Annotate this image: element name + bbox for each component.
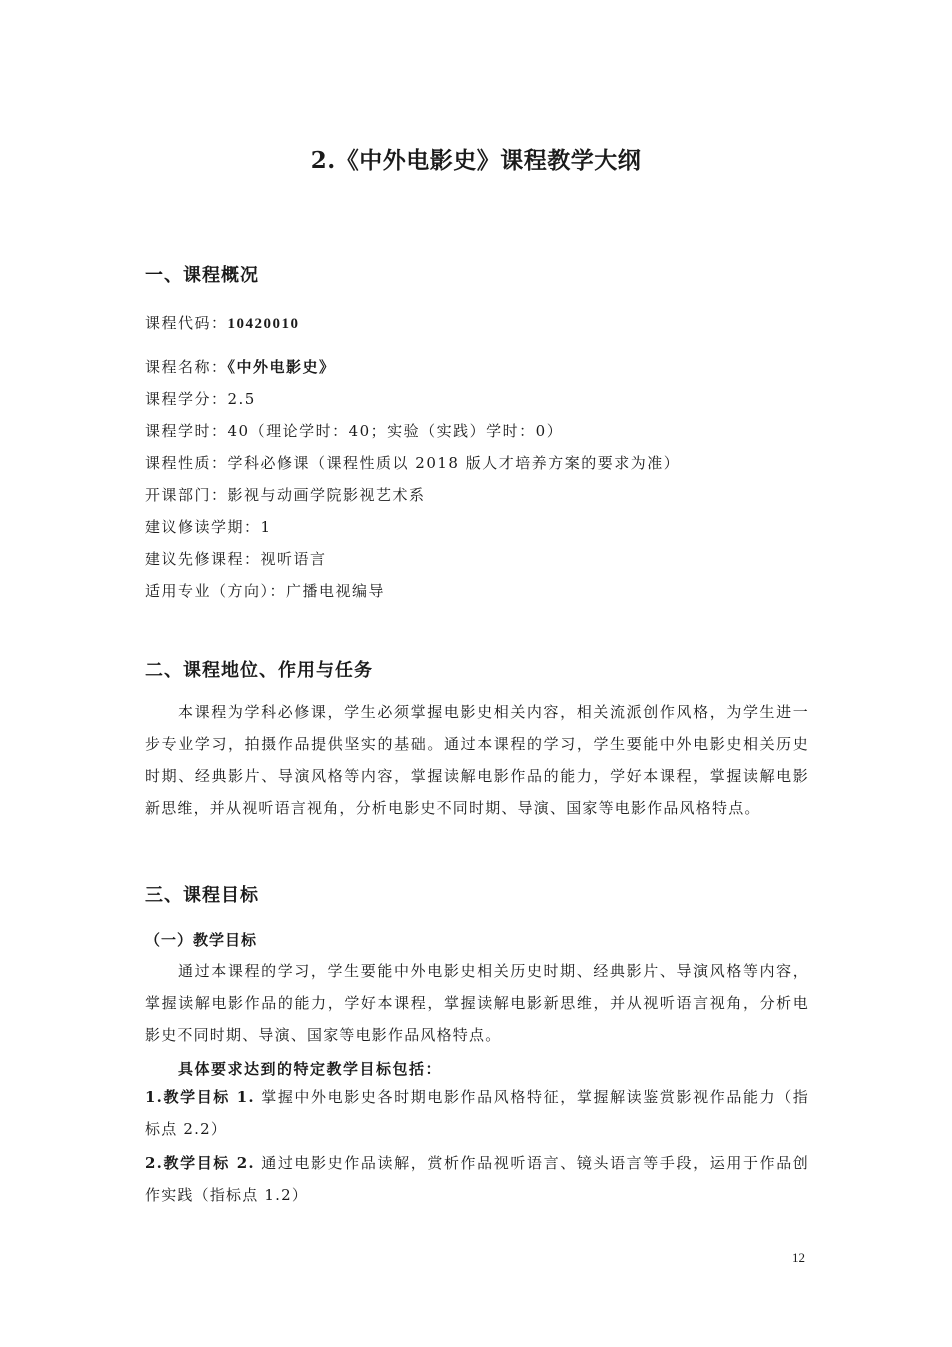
section-heading-role: 二、课程地位、作用与任务 xyxy=(145,660,373,681)
section-heading-overview: 一、课程概况 xyxy=(145,265,259,286)
course-hours: 课程学时：40（理论学时：40；实验（实践）学时：0） xyxy=(145,422,564,440)
course-semester: 建议修读学期：1 xyxy=(145,518,272,536)
goal-1-text: 掌握中外电影史各时期电影作品风格特征，掌握解读鉴赏影视作品能力（指标点 2.2） xyxy=(145,1088,810,1138)
course-name-line xyxy=(145,356,336,377)
course-major: 适用专业（方向）：广播电视编导 xyxy=(145,582,386,600)
section-role-body: 本课程为学科必修课，学生必须掌握电影史相关内容，相关流派创作风格，为学生进一步专业学习，拍摄作品提供坚实的基础。通过本课程的学习，学生要能中外电影史相关历史时期、经典影片、导演风格等内容，掌握读解电影作品的能力，学好本课程，掌握读解电影新思维，并从视听语言视角，分析电影史不同时期、导演、国家等电影作品风格特点。 xyxy=(145,703,809,817)
course-department: 开课部门：影视与动画学院影视艺术系 xyxy=(145,486,426,504)
goal-2-text: 通过电影史作品读解，赏析作品视听语言、镜头语言等手段，运用于作品创作实践（指标点 1.2） xyxy=(145,1154,810,1204)
course-code-line xyxy=(145,312,300,333)
page-title: 2.《中外电影史》课程教学大纲 xyxy=(310,147,642,174)
teaching-goals-body: 通过本课程的学习，学生要能中外电影史相关历史时期、经典影片、导演风格等内容，掌握读解电影作品的能力，学好本课程，掌握读解电影新思维，并从视听语言视角，分析电影史不同时期、导演、国家等电影作品风格特点。 xyxy=(145,962,809,1044)
goal-2-label: 2.教学目标 2. xyxy=(145,1154,255,1172)
course-credits: 课程学分：2.5 xyxy=(145,390,256,408)
goal-2 xyxy=(145,1147,809,1211)
page-number: 12 xyxy=(792,1250,805,1265)
course-name-label: 课程名称： xyxy=(145,358,228,376)
course-name-value: 《中外电影史》 xyxy=(227,358,336,376)
goals-intro: 具体要求达到的特定教学目标包括： xyxy=(178,1060,443,1078)
sub-heading-teaching-goals: （一）教学目标 xyxy=(145,931,258,949)
goal-1 xyxy=(145,1081,809,1145)
goal-1-label: 1.教学目标 1. xyxy=(145,1088,255,1106)
course-code-value: 10420010 xyxy=(227,316,300,332)
course-prerequisite: 建议先修课程：视听语言 xyxy=(145,550,327,568)
section-heading-goals: 三、课程目标 xyxy=(145,885,259,906)
course-nature: 课程性质：学科必修课（课程性质以 2018 版人才培养方案的要求为准） xyxy=(145,454,681,472)
course-code-label: 课程代码： xyxy=(145,314,228,332)
